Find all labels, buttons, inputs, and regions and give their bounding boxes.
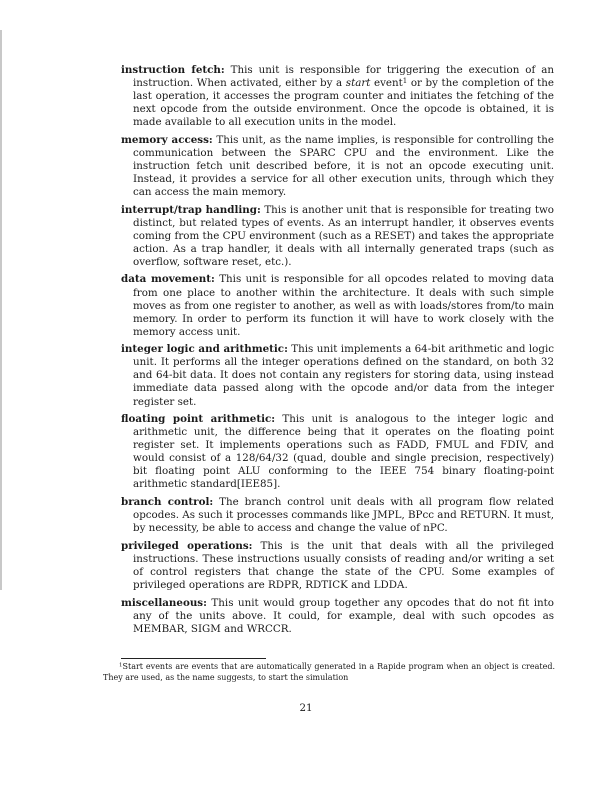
- entry-text: or by the completion of the last operation, it accesses the program counter and initiates the fetching of the next opcode from the outside environment. Once the opcode is obtained, it is made available to all execution units in the model.: [133, 77, 555, 129]
- entry-text: This is another unit that is responsible for treating two distinct, but related types of events. As an interrupt handler, it observes events coming from the CPU environment (such as a RESET) and takes the appropriate action. As a trap handler, it deals with all internally generated traps (such as overflow, software reset, etc.).: [133, 203, 554, 268]
- entry-term: data movement:: [121, 273, 215, 286]
- entry-text: This unit would group together any opcodes that do not fit into any of the units above. It could, for example, deal with such opcodes as MEMBAR, SIGM and WRCCR.: [133, 596, 555, 635]
- entry-integer-logic-arithmetic: [121, 343, 554, 408]
- entry-floating-point-arithmetic: [121, 413, 554, 491]
- entry-text: This unit implements a 64-bit arithmetic and logic unit. It performs all the integer operations defined on the standard, on both 32 and 64-bit data. It does not contain any registers for storing data, using instead immediate data passed along with the opcode and/or data from the integer register set.: [133, 343, 554, 408]
- unit-descriptions: [121, 64, 554, 640]
- footnote-text: Start events are events that are automatically generated in a Rapide program when an object is created. They are used, as the name suggests, to start the simulation: [103, 662, 555, 683]
- entry-term: branch control:: [121, 496, 214, 509]
- entry-text: event: [374, 77, 403, 90]
- entry-interrupt-trap-handling: [121, 204, 554, 269]
- entry-term: interrupt/trap handling:: [121, 203, 261, 216]
- entry-text: This unit is responsible for triggering the execution of an instruction. When activated, either by a: [133, 64, 554, 90]
- entry-term: memory access:: [121, 133, 213, 146]
- entry-data-movement: [121, 273, 554, 338]
- entry-text: This unit is responsible for all opcodes related to moving data from one place to another within the architecture. It deals with such simple moves as from one register to another, as well as with loads/stores from/to main memory. In order to perform its function it will have to work closely with the memory access unit.: [133, 273, 554, 338]
- footnote-mark: 1: [119, 662, 123, 669]
- page-number: 21: [299, 702, 313, 714]
- entry-emphasis: start: [345, 77, 371, 90]
- footnote-ref: 1: [402, 77, 408, 86]
- entry-text: This unit is analogous to the integer logic and arithmetic unit, the difference being that it operates on the floating point register set. It implements operations such as FADD, FMUL and FDIV, and would consist of a 128/64/32 (quad, double and single precision, respectively) bit floating point ALU conforming to the IEEE 754 binary floating-point arithmetic standard[IEE85].: [133, 413, 554, 491]
- entry-term: integer logic and arithmetic:: [121, 343, 288, 356]
- entry-term: miscellaneous:: [121, 596, 207, 609]
- scan-edge: [0, 30, 2, 590]
- entry-term: floating point arithmetic:: [121, 413, 276, 426]
- entry-term: privileged operations:: [121, 539, 253, 552]
- footnote-rule: [121, 658, 266, 659]
- entry-text: The branch control unit deals with all program flow related opcodes. As such it processes commands like JMPL, BPcc and RETURN. It must, by necessity, be able to access and change the value of nPC.: [133, 496, 554, 535]
- entry-privileged-operations: [121, 540, 554, 592]
- footnote: [103, 661, 555, 683]
- entry-memory-access: [121, 134, 554, 199]
- entry-miscellaneous: [121, 597, 554, 636]
- entry-instruction-fetch: [121, 64, 554, 129]
- entry-text: This unit, as the name implies, is responsible for controlling the communication between the SPARC CPU and the environment. Like the instruction fetch unit described before, it is not an opcode executing unit. Instead, it provides a service for all other execution units, through which they can access the main memory.: [133, 133, 554, 199]
- entry-branch-control: [121, 496, 554, 535]
- entry-text: This is the unit that deals with all the privileged instructions. These instructions usually consists of reading and/or writing a set of control registers that change the state of the CPU. Some examples of privileged operations are RDPR, RDTICK and LDDA.: [133, 539, 554, 591]
- entry-term: instruction fetch:: [121, 64, 225, 76]
